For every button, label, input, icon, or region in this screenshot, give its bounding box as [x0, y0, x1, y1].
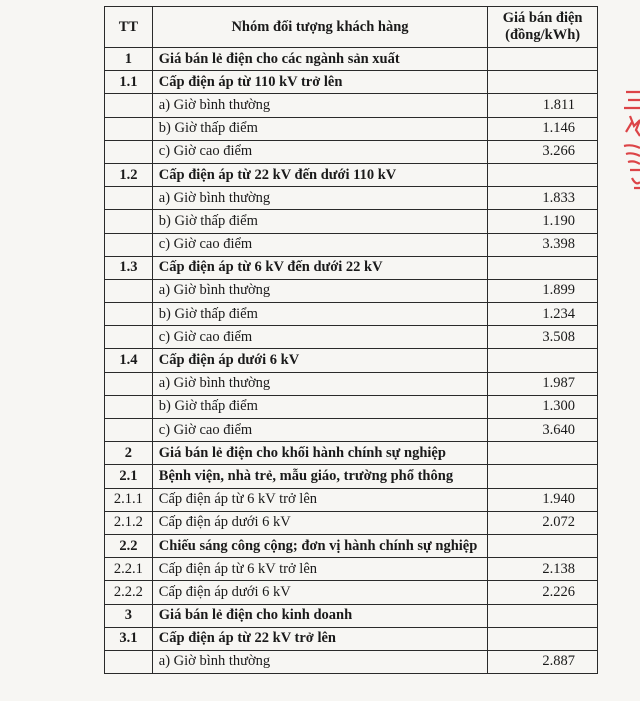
- row-number-cell: [105, 395, 153, 418]
- customer-group-cell: b) Giờ thấp điểm: [152, 395, 487, 418]
- customer-group-cell: Bệnh viện, nhà trẻ, mẫu giáo, trường phổ thông: [152, 465, 487, 488]
- customer-group-cell: Cấp điện áp dưới 6 kV: [152, 349, 487, 372]
- row-number-cell: 1: [105, 48, 153, 71]
- header-price-line1: Giá bán điện: [502, 10, 583, 26]
- table-row: [105, 395, 598, 418]
- table-row: [105, 210, 598, 233]
- table-row-group: [105, 48, 598, 71]
- customer-group-cell: c) Giờ cao điểm: [152, 326, 487, 349]
- customer-group-cell: Cấp điện áp từ 6 kV trở lên: [152, 488, 487, 511]
- price-cell: [488, 442, 598, 465]
- table-row-group: [105, 71, 598, 94]
- table-row: [105, 581, 598, 604]
- customer-group-cell: Cấp điện áp từ 110 kV trở lên: [152, 71, 487, 94]
- table-row: [105, 488, 598, 511]
- price-cell: 3.266: [488, 140, 598, 163]
- table-row: [105, 279, 598, 302]
- table-row-group: [105, 465, 598, 488]
- price-cell: [488, 604, 598, 627]
- customer-group-cell: Cấp điện áp từ 22 kV đến dưới 110 kV: [152, 163, 487, 186]
- table-row-group: [105, 442, 598, 465]
- price-cell: 3.398: [488, 233, 598, 256]
- customer-group-cell: a) Giờ bình thường: [152, 94, 487, 117]
- price-cell: [488, 465, 598, 488]
- row-number-cell: [105, 210, 153, 233]
- price-cell: [488, 163, 598, 186]
- table-row: [105, 419, 598, 442]
- table-row: [105, 558, 598, 581]
- price-cell: 1.300: [488, 395, 598, 418]
- price-cell: 2.138: [488, 558, 598, 581]
- price-cell: 1.940: [488, 488, 598, 511]
- header-tt: TT: [105, 7, 153, 48]
- table-row-group: [105, 604, 598, 627]
- row-number-cell: [105, 233, 153, 256]
- price-cell: [488, 627, 598, 650]
- customer-group-cell: Chiếu sáng công cộng; đơn vị hành chính sự nghiệp: [152, 534, 487, 557]
- table-row: [105, 650, 598, 673]
- customer-group-cell: a) Giờ bình thường: [152, 279, 487, 302]
- row-number-cell: [105, 326, 153, 349]
- table-row: [105, 233, 598, 256]
- price-cell: 1.190: [488, 210, 598, 233]
- header-price-unit: (đồng/kWh): [505, 27, 581, 43]
- row-number-cell: [105, 140, 153, 163]
- row-number-cell: 2: [105, 442, 153, 465]
- red-seal-stamp-icon: [620, 86, 640, 196]
- table-row: [105, 303, 598, 326]
- price-cell: 1.146: [488, 117, 598, 140]
- table-row-group: [105, 163, 598, 186]
- header-price: [488, 7, 598, 48]
- header-customer-group: Nhóm đối tượng khách hàng: [152, 7, 487, 48]
- price-cell: 1.899: [488, 279, 598, 302]
- customer-group-cell: Cấp điện áp từ 6 kV trở lên: [152, 558, 487, 581]
- row-number-cell: 2.1.2: [105, 511, 153, 534]
- customer-group-cell: a) Giờ bình thường: [152, 650, 487, 673]
- customer-group-cell: Cấp điện áp từ 22 kV trở lên: [152, 627, 487, 650]
- row-number-cell: [105, 419, 153, 442]
- table-row: [105, 140, 598, 163]
- price-cell: 1.987: [488, 372, 598, 395]
- customer-group-cell: Cấp điện áp dưới 6 kV: [152, 581, 487, 604]
- customer-group-cell: Cấp điện áp từ 6 kV đến dưới 22 kV: [152, 256, 487, 279]
- row-number-cell: 2.1: [105, 465, 153, 488]
- row-number-cell: 3.1: [105, 627, 153, 650]
- customer-group-cell: Cấp điện áp dưới 6 kV: [152, 511, 487, 534]
- price-cell: [488, 349, 598, 372]
- row-number-cell: [105, 303, 153, 326]
- row-number-cell: [105, 279, 153, 302]
- row-number-cell: 1.3: [105, 256, 153, 279]
- price-cell: 3.508: [488, 326, 598, 349]
- table-row: [105, 94, 598, 117]
- table-row-group: [105, 534, 598, 557]
- customer-group-cell: Giá bán lẻ điện cho các ngành sản xuất: [152, 48, 487, 71]
- price-cell: 2.072: [488, 511, 598, 534]
- customer-group-cell: Giá bán lẻ điện cho kinh doanh: [152, 604, 487, 627]
- row-number-cell: 2.2.1: [105, 558, 153, 581]
- customer-group-cell: c) Giờ cao điểm: [152, 419, 487, 442]
- table-row: [105, 187, 598, 210]
- electricity-price-table: [104, 6, 598, 674]
- price-cell: 1.234: [488, 303, 598, 326]
- price-cell: 1.833: [488, 187, 598, 210]
- price-cell: [488, 48, 598, 71]
- price-cell: [488, 256, 598, 279]
- table-row-group: [105, 349, 598, 372]
- customer-group-cell: Giá bán lẻ điện cho khối hành chính sự nghiệp: [152, 442, 487, 465]
- row-number-cell: 1.4: [105, 349, 153, 372]
- table-row-group: [105, 627, 598, 650]
- row-number-cell: [105, 117, 153, 140]
- customer-group-cell: b) Giờ thấp điểm: [152, 117, 487, 140]
- price-cell: 2.226: [488, 581, 598, 604]
- price-cell: 3.640: [488, 419, 598, 442]
- row-number-cell: [105, 94, 153, 117]
- table-header-row: [105, 7, 598, 48]
- customer-group-cell: a) Giờ bình thường: [152, 187, 487, 210]
- table-body: [105, 48, 598, 674]
- customer-group-cell: c) Giờ cao điểm: [152, 233, 487, 256]
- price-cell: 1.811: [488, 94, 598, 117]
- row-number-cell: [105, 372, 153, 395]
- row-number-cell: 1.2: [105, 163, 153, 186]
- table-row: [105, 511, 598, 534]
- table-row: [105, 372, 598, 395]
- customer-group-cell: c) Giờ cao điểm: [152, 140, 487, 163]
- table-row-group: [105, 256, 598, 279]
- row-number-cell: 1.1: [105, 71, 153, 94]
- customer-group-cell: b) Giờ thấp điểm: [152, 303, 487, 326]
- customer-group-cell: b) Giờ thấp điểm: [152, 210, 487, 233]
- row-number-cell: 2.1.1: [105, 488, 153, 511]
- row-number-cell: 2.2.2: [105, 581, 153, 604]
- row-number-cell: [105, 650, 153, 673]
- row-number-cell: [105, 187, 153, 210]
- table-row: [105, 326, 598, 349]
- price-cell: [488, 534, 598, 557]
- price-cell: 2.887: [488, 650, 598, 673]
- row-number-cell: 2.2: [105, 534, 153, 557]
- table-row: [105, 117, 598, 140]
- row-number-cell: 3: [105, 604, 153, 627]
- customer-group-cell: a) Giờ bình thường: [152, 372, 487, 395]
- price-cell: [488, 71, 598, 94]
